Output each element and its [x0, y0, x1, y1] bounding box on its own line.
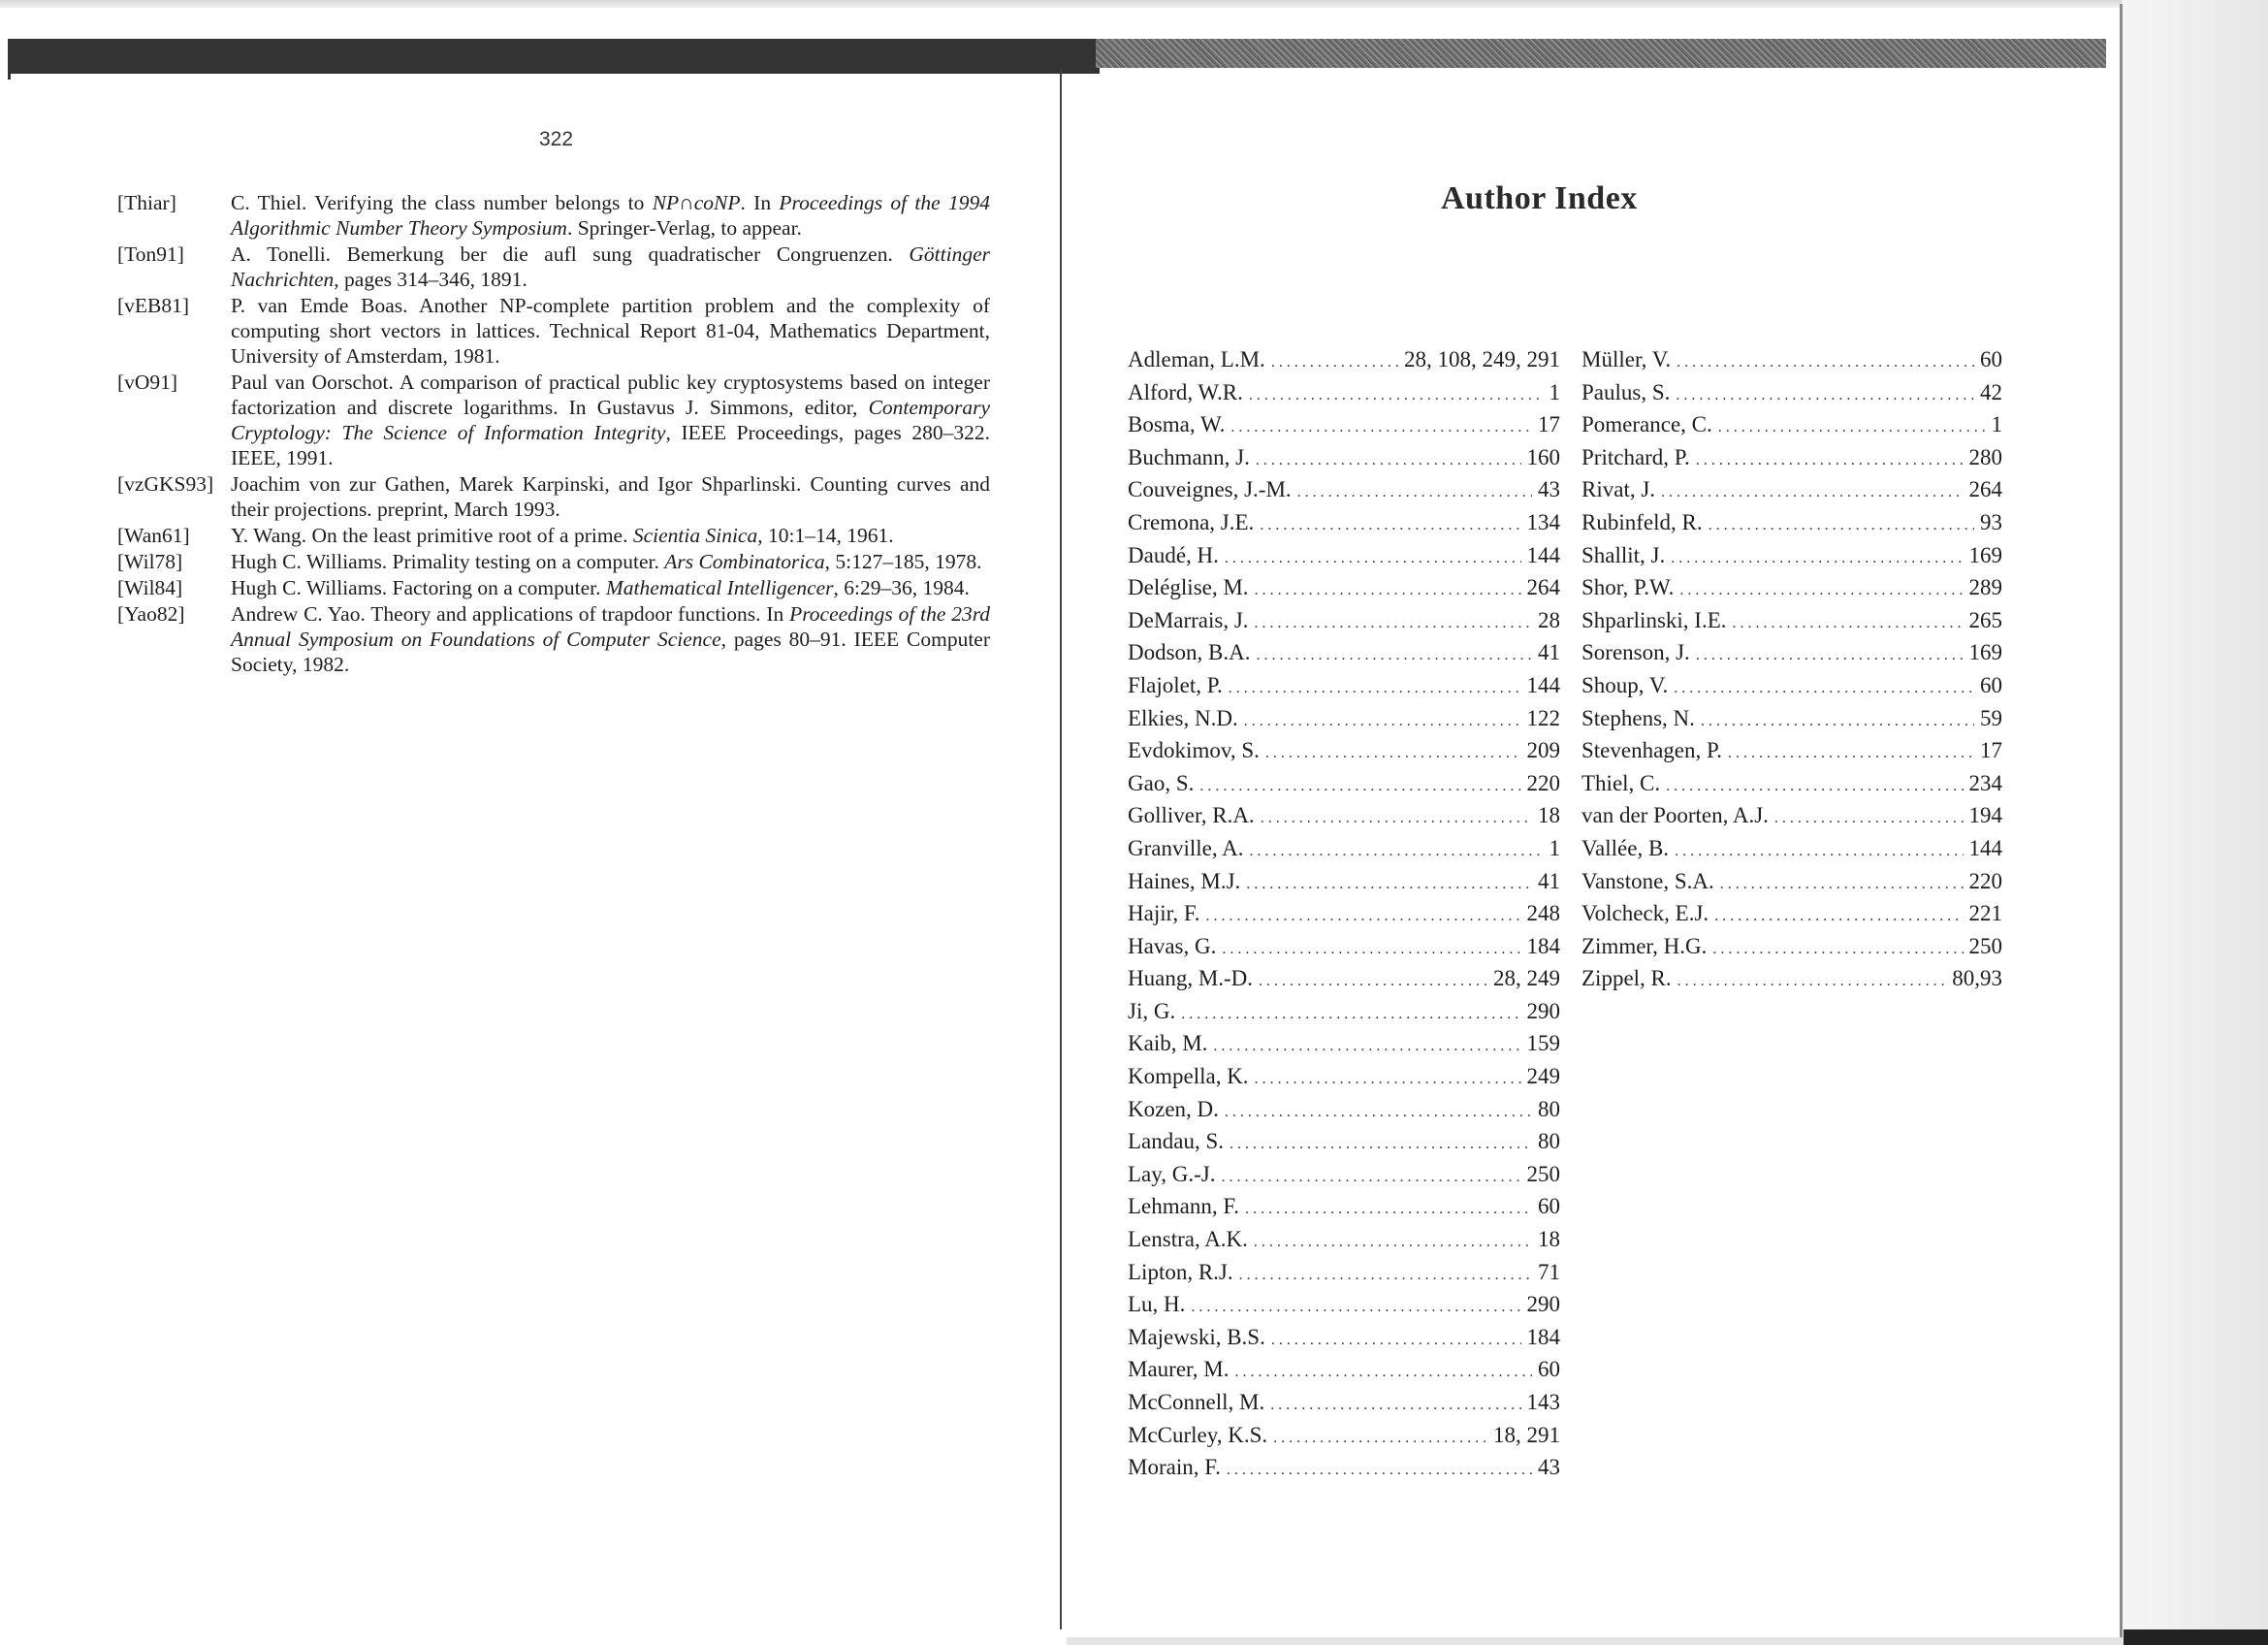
author-page-numbers: 290 — [1526, 998, 1560, 1023]
author-page-numbers: 17 — [1538, 412, 1560, 437]
author-name: Kozen, D. — [1128, 1096, 1219, 1121]
scan-bottom-shadow — [1067, 1637, 2124, 1645]
author-name: Stevenhagen, P. — [1581, 738, 1723, 763]
reference-text-part: . Springer-Verlag, to appear. — [566, 216, 802, 240]
author-page-numbers: 18 — [1538, 1227, 1560, 1252]
author-name: Bosma, W. — [1128, 412, 1226, 437]
dot-leader — [1254, 1225, 1532, 1258]
author-index-entry — [1581, 704, 2002, 737]
author-index-entry — [1581, 932, 2002, 965]
reference-text-part: C. Thiel. Verifying the class number belongs to — [231, 191, 653, 214]
author-page-numbers: 93 — [1980, 509, 2002, 534]
reference-entry — [117, 549, 990, 574]
dot-leader — [1273, 1421, 1487, 1454]
dot-leader — [1675, 834, 1963, 867]
author-index-entry — [1128, 1388, 1560, 1421]
reference-key: [Ton91] — [117, 242, 184, 266]
author-page-numbers: 248 — [1526, 901, 1560, 926]
author-name: Rubinfeld, R. — [1581, 509, 1703, 534]
dot-leader — [1714, 899, 1963, 932]
author-index-entry — [1128, 1095, 1560, 1128]
author-index-entry — [1581, 508, 2002, 541]
book-spine-gutter — [1060, 70, 1062, 1629]
author-index-entry — [1581, 769, 2002, 802]
dot-leader — [1259, 964, 1487, 997]
author-page-numbers: 264 — [1526, 575, 1560, 600]
author-name: Vallée, B. — [1581, 835, 1670, 860]
dot-leader — [1265, 736, 1521, 769]
author-page-numbers: 41 — [1538, 640, 1560, 665]
author-page-numbers: 264 — [1968, 477, 2002, 502]
author-name: Kompella, K. — [1128, 1064, 1249, 1089]
author-index-entry — [1128, 932, 1560, 965]
dot-leader — [1297, 475, 1532, 508]
reference-text — [231, 471, 990, 522]
author-name: Shoup, V. — [1581, 672, 1669, 697]
reference-text-part: . In — [740, 191, 780, 214]
author-page-numbers: 59 — [1980, 705, 2002, 730]
author-page-numbers: 60 — [1980, 347, 2002, 371]
author-page-numbers: 1 — [1549, 379, 1560, 404]
page-number: 322 — [539, 128, 574, 150]
author-index-entry — [1581, 345, 2002, 378]
reference-text-part: P. van Emde Boas. Another NP-complete partition problem and the complexity of computing short vectors in lattices. Technical Report 81-04, Mathematics Department, University of Amsterdam, 1981. — [231, 294, 990, 368]
dot-leader — [1230, 1127, 1532, 1160]
author-index-entry — [1128, 997, 1560, 1030]
author-index-entry — [1128, 1127, 1560, 1160]
author-name: Daudé, H. — [1128, 542, 1219, 567]
reference-text — [231, 549, 990, 574]
author-index-entry — [1128, 1160, 1560, 1193]
author-index-entry — [1128, 899, 1560, 932]
reference-text-part: , 5:127–185, 1978. — [824, 550, 982, 573]
author-index-entry — [1581, 867, 2002, 900]
dot-leader — [1271, 1323, 1521, 1356]
dot-leader — [1718, 410, 1986, 443]
author-name: Zippel, R. — [1581, 966, 1672, 991]
author-index-entry — [1128, 867, 1560, 900]
author-page-numbers: 1 — [1991, 412, 2002, 437]
author-index-entry — [1128, 1355, 1560, 1388]
dot-leader — [1234, 1355, 1532, 1388]
reference-key: [vzGKS93] — [117, 472, 214, 496]
author-index-entry — [1581, 834, 2002, 867]
author-name: Lipton, R.J. — [1128, 1259, 1233, 1284]
scan-right-margin — [2122, 0, 2268, 1645]
dot-leader — [1674, 671, 1974, 704]
author-index-entry — [1128, 801, 1560, 834]
author-name: Thiel, C. — [1581, 770, 1661, 795]
author-name: Evdokimov, S. — [1128, 738, 1260, 763]
references-list — [117, 190, 990, 678]
author-name: Adleman, L.M. — [1128, 347, 1265, 371]
author-name: Haines, M.J. — [1128, 868, 1241, 893]
author-index-entry — [1128, 1029, 1560, 1062]
dot-leader — [1225, 1095, 1532, 1128]
author-page-numbers: 143 — [1526, 1390, 1560, 1414]
reference-text-part: , 6:29–36, 1984. — [833, 576, 970, 599]
dot-leader — [1270, 1388, 1520, 1421]
reference-text — [231, 242, 990, 292]
dot-leader — [1191, 1290, 1520, 1323]
dot-leader — [1225, 541, 1521, 574]
author-name: Maurer, M. — [1128, 1357, 1230, 1382]
reference-text-part: , IEEE Proceedings, pages 280–322. IEEE, 1991. — [231, 421, 990, 469]
reference-text-part: , pages 314–346, 1891. — [334, 268, 527, 291]
author-name: Vanstone, S.A. — [1581, 868, 1714, 893]
author-index-entry — [1581, 378, 2002, 411]
reference-title-italic: Göttinger Nachrichten — [231, 242, 990, 291]
dot-leader — [1720, 867, 1964, 900]
author-page-numbers: 289 — [1968, 575, 2002, 600]
author-name: Dodson, B.A. — [1128, 640, 1251, 665]
reference-text-part: Joachim von zur Gathen, Marek Karpinski, and Igor Shparlinski. Counting curves and their projections. preprint, March 1993. — [231, 472, 990, 521]
author-index-entry — [1581, 443, 2002, 476]
author-name: Hajir, F. — [1128, 901, 1200, 926]
scan-bottom-bar — [2124, 1629, 2268, 1645]
author-page-numbers: 194 — [1968, 803, 2002, 828]
author-page-numbers: 60 — [1538, 1357, 1560, 1382]
author-name: Shor, P.W. — [1581, 575, 1675, 600]
dot-leader — [1696, 638, 1964, 671]
author-page-numbers: 41 — [1538, 868, 1560, 893]
author-page-numbers: 220 — [1968, 868, 2002, 893]
author-page-numbers: 184 — [1526, 933, 1560, 958]
dot-leader — [1222, 932, 1520, 965]
author-name: Stephens, N. — [1581, 705, 1695, 730]
dot-leader — [1199, 769, 1520, 802]
author-name: Majewski, B.S. — [1128, 1324, 1265, 1349]
author-index-entry — [1128, 508, 1560, 541]
reference-text-part: Andrew C. Yao. Theory and applications of trapdoor functions. In — [231, 602, 790, 626]
author-name: Granville, A. — [1128, 835, 1244, 860]
dot-leader — [1677, 345, 1974, 378]
author-name: Zimmer, H.G. — [1581, 933, 1708, 958]
reference-title-italic: NP∩coNP — [652, 191, 741, 214]
author-name: Paulus, S. — [1581, 379, 1671, 404]
reference-key: [Wan61] — [117, 524, 190, 547]
author-name: Pomerance, C. — [1581, 412, 1712, 437]
author-page-numbers: 18 — [1538, 803, 1560, 828]
author-name: Morain, F. — [1128, 1455, 1221, 1480]
author-name: Lu, H. — [1128, 1292, 1186, 1317]
author-name: van der Poorten, A.J. — [1581, 803, 1769, 828]
author-name: McCurley, K.S. — [1128, 1422, 1268, 1447]
dot-leader — [1181, 997, 1520, 1030]
author-page-numbers: 169 — [1968, 640, 2002, 665]
author-page-numbers: 17 — [1980, 738, 2002, 763]
scan-edge-bar-left — [8, 39, 1100, 74]
author-name: Deléglise, M. — [1128, 575, 1249, 600]
author-name: Kaib, M. — [1128, 1031, 1208, 1056]
reference-text-part: Hugh C. Williams. Factoring on a computer. — [231, 576, 606, 599]
author-page-numbers: 1 — [1549, 835, 1560, 860]
reference-entry — [117, 601, 990, 677]
scan-edge-mark — [8, 74, 11, 80]
reference-text-part: , pages 80–91. IEEE Computer Society, 1982. — [231, 628, 990, 676]
author-index-entry — [1581, 475, 2002, 508]
dot-leader — [1213, 1029, 1520, 1062]
author-index-entry — [1581, 964, 2002, 997]
author-index-entry — [1128, 541, 1560, 574]
author-page-numbers: 280 — [1968, 444, 2002, 469]
dot-leader — [1677, 964, 1947, 997]
dot-leader — [1255, 573, 1521, 606]
reference-text — [231, 370, 990, 470]
author-name: Alford, W.R. — [1128, 379, 1243, 404]
reference-text-part: A. Tonelli. Bemerkung ber die aufl sung quadratischer Congruenzen. — [231, 242, 910, 266]
reference-text-part: , 10:1–14, 1961. — [757, 524, 894, 547]
author-page-numbers: 80,93 — [1952, 966, 2002, 991]
reference-entry — [117, 471, 990, 522]
author-page-numbers: 42 — [1980, 379, 2002, 404]
scan-edge-bar-right — [1096, 39, 2106, 68]
reference-key: [Thiar] — [117, 191, 176, 214]
dot-leader — [1676, 378, 1974, 411]
reference-text — [231, 523, 990, 548]
reference-title-italic: Contemporary Cryptology: The Science of Information Integrity — [231, 396, 990, 444]
author-name: Lenstra, A.K. — [1128, 1227, 1248, 1252]
author-name: Rivat, J. — [1581, 477, 1656, 502]
author-page-numbers: 221 — [1968, 901, 2002, 926]
author-index-entry — [1128, 1323, 1560, 1356]
author-index-entry — [1128, 638, 1560, 671]
dot-leader — [1271, 345, 1398, 378]
dot-leader — [1249, 834, 1543, 867]
dot-leader — [1774, 801, 1964, 834]
author-index-entry — [1128, 834, 1560, 867]
author-name: Havas, G. — [1128, 933, 1217, 958]
reference-key: [Yao82] — [117, 602, 185, 626]
author-index-entry — [1128, 1225, 1560, 1258]
reference-text-part: Paul van Oorschot. A comparison of practical public key cryptosystems based on integer factorization and discrete logarithms. In Gustavus J. Simmons, editor, — [231, 371, 990, 419]
author-name: Gao, S. — [1128, 770, 1195, 795]
dot-leader — [1239, 1258, 1532, 1291]
reference-text-part: Hugh C. Williams. Primality testing on a computer. — [231, 550, 665, 573]
author-name: Elkies, N.D. — [1128, 705, 1238, 730]
reference-text — [231, 601, 990, 677]
author-index-entry — [1581, 899, 2002, 932]
author-index-entry — [1128, 704, 1560, 737]
author-index-entry — [1581, 801, 2002, 834]
author-name: Cremona, J.E. — [1128, 509, 1255, 534]
author-index-entry — [1128, 1192, 1560, 1225]
author-index-entry — [1128, 671, 1560, 704]
author-page-numbers: 80 — [1538, 1096, 1560, 1121]
author-index-entry — [1128, 443, 1560, 476]
dot-leader — [1671, 541, 1963, 574]
reference-entry — [117, 523, 990, 548]
author-index-entry — [1128, 378, 1560, 411]
author-index-entry — [1128, 1062, 1560, 1095]
author-index-entry — [1128, 1453, 1560, 1486]
author-index-entry — [1128, 1258, 1560, 1291]
dot-leader — [1255, 606, 1532, 639]
reference-entry — [117, 242, 990, 292]
scan-top-shadow — [0, 0, 2268, 8]
author-index-entry — [1128, 573, 1560, 606]
author-name: Lay, G.-J. — [1128, 1161, 1216, 1186]
author-index-entry — [1128, 1421, 1560, 1454]
author-index-entry — [1581, 671, 2002, 704]
reference-entry — [117, 575, 990, 600]
author-name: Müller, V. — [1581, 347, 1672, 371]
dot-leader — [1221, 1160, 1520, 1193]
author-page-numbers: 60 — [1538, 1194, 1560, 1219]
author-page-numbers: 80 — [1538, 1129, 1560, 1154]
author-index-entry — [1581, 410, 2002, 443]
dot-leader — [1666, 769, 1963, 802]
author-index-entry — [1581, 573, 2002, 606]
dot-leader — [1712, 932, 1963, 965]
author-page-numbers: 209 — [1526, 738, 1560, 763]
dot-leader — [1733, 606, 1964, 639]
reference-text-part: Y. Wang. On the least primitive root of a prime. — [231, 524, 633, 547]
reference-entry — [117, 370, 990, 470]
dot-leader — [1257, 638, 1532, 671]
author-name: Sorenson, J. — [1581, 640, 1690, 665]
reference-title-italic: Proceedings of the 1994 Algorithmic Number Theory Symposium — [231, 191, 990, 240]
author-page-numbers: 250 — [1968, 933, 2002, 958]
author-page-numbers: 184 — [1526, 1324, 1560, 1349]
author-index-entry — [1581, 736, 2002, 769]
dot-leader — [1701, 704, 1974, 737]
reference-text — [231, 293, 990, 369]
author-page-numbers: 159 — [1526, 1031, 1560, 1056]
author-index-title: Author Index — [1441, 180, 1638, 216]
author-index-entry — [1128, 475, 1560, 508]
page-right-edge — [2120, 4, 2123, 1645]
dot-leader — [1696, 443, 1964, 476]
author-index-entry — [1581, 541, 2002, 574]
author-name: Flajolet, P. — [1128, 672, 1223, 697]
reference-key: [Wil78] — [117, 550, 183, 573]
author-page-numbers: 43 — [1538, 477, 1560, 502]
author-name: Couveignes, J.-M. — [1128, 477, 1292, 502]
dot-leader — [1244, 704, 1521, 737]
author-name: Lehmann, F. — [1128, 1194, 1240, 1219]
dot-leader — [1728, 736, 1974, 769]
author-page-numbers: 290 — [1526, 1292, 1560, 1317]
dot-leader — [1246, 867, 1532, 900]
author-page-numbers: 144 — [1526, 672, 1560, 697]
author-index-entry — [1128, 1290, 1560, 1323]
author-page-numbers: 71 — [1538, 1259, 1560, 1284]
dot-leader — [1229, 671, 1521, 704]
author-page-numbers: 265 — [1968, 607, 2002, 632]
reference-key: [vEB81] — [117, 294, 190, 317]
author-name: Shparlinski, I.E. — [1581, 607, 1727, 632]
dot-leader — [1260, 508, 1520, 541]
author-page-numbers: 160 — [1526, 444, 1560, 469]
dot-leader — [1249, 378, 1544, 411]
reference-title-italic: Proceedings of the 23rd Annual Symposium on Foundations of Computer Science — [231, 602, 991, 651]
author-page-numbers: 144 — [1526, 542, 1560, 567]
author-name: Huang, M.-D. — [1128, 966, 1254, 991]
author-page-numbers: 18, 291 — [1493, 1422, 1560, 1447]
author-page-numbers: 122 — [1526, 705, 1560, 730]
reference-entry — [117, 293, 990, 369]
author-page-numbers: 144 — [1968, 835, 2002, 860]
author-page-numbers: 28, 108, 249, 291 — [1404, 347, 1560, 371]
reference-text — [231, 575, 990, 600]
author-page-numbers: 28 — [1538, 607, 1560, 632]
author-name: McConnell, M. — [1128, 1390, 1265, 1414]
dot-leader — [1230, 410, 1532, 443]
dot-leader — [1227, 1453, 1532, 1486]
reference-text — [231, 190, 990, 241]
author-index-entry — [1128, 736, 1560, 769]
reference-key: [Wil84] — [117, 576, 183, 599]
author-name: Pritchard, P. — [1581, 444, 1690, 469]
reference-key: [vO91] — [117, 371, 178, 394]
author-index-entry — [1128, 410, 1560, 443]
author-index-column-left — [1128, 345, 1560, 1486]
author-page-numbers: 134 — [1526, 509, 1560, 534]
author-name: Volcheck, E.J. — [1581, 901, 1709, 926]
author-index-entry — [1128, 606, 1560, 639]
author-page-numbers: 249 — [1526, 1064, 1560, 1089]
dot-leader — [1709, 508, 1974, 541]
author-name: Buchmann, J. — [1128, 444, 1250, 469]
author-page-numbers: 43 — [1538, 1455, 1560, 1480]
author-name: Golliver, R.A. — [1128, 803, 1255, 828]
dot-leader — [1245, 1192, 1532, 1225]
dot-leader — [1256, 443, 1521, 476]
dot-leader — [1255, 1062, 1521, 1095]
author-page-numbers: 250 — [1526, 1161, 1560, 1186]
dot-leader — [1679, 573, 1963, 606]
author-index-entry — [1581, 606, 2002, 639]
dot-leader — [1661, 475, 1963, 508]
author-index-entry — [1581, 638, 2002, 671]
author-index-column-right — [1581, 345, 2002, 997]
author-index-entry — [1128, 769, 1560, 802]
author-page-numbers: 60 — [1980, 672, 2002, 697]
author-page-numbers: 28, 249 — [1493, 966, 1560, 991]
author-index-entry — [1128, 345, 1560, 378]
author-name: Shallit, J. — [1581, 542, 1666, 567]
author-name: DeMarrais, J. — [1128, 607, 1249, 632]
reference-title-italic: Mathematical Intelligencer — [605, 576, 834, 599]
author-page-numbers: 220 — [1526, 770, 1560, 795]
author-index-entry — [1128, 964, 1560, 997]
author-name: Landau, S. — [1128, 1129, 1225, 1154]
author-page-numbers: 169 — [1968, 542, 2002, 567]
reference-title-italic: Scientia Sinica — [632, 524, 758, 547]
author-name: Ji, G. — [1128, 998, 1176, 1023]
reference-title-italic: Ars Combinatorica — [664, 550, 825, 573]
reference-entry — [117, 190, 990, 241]
author-page-numbers: 234 — [1968, 770, 2002, 795]
dot-leader — [1261, 801, 1532, 834]
dot-leader — [1206, 899, 1521, 932]
